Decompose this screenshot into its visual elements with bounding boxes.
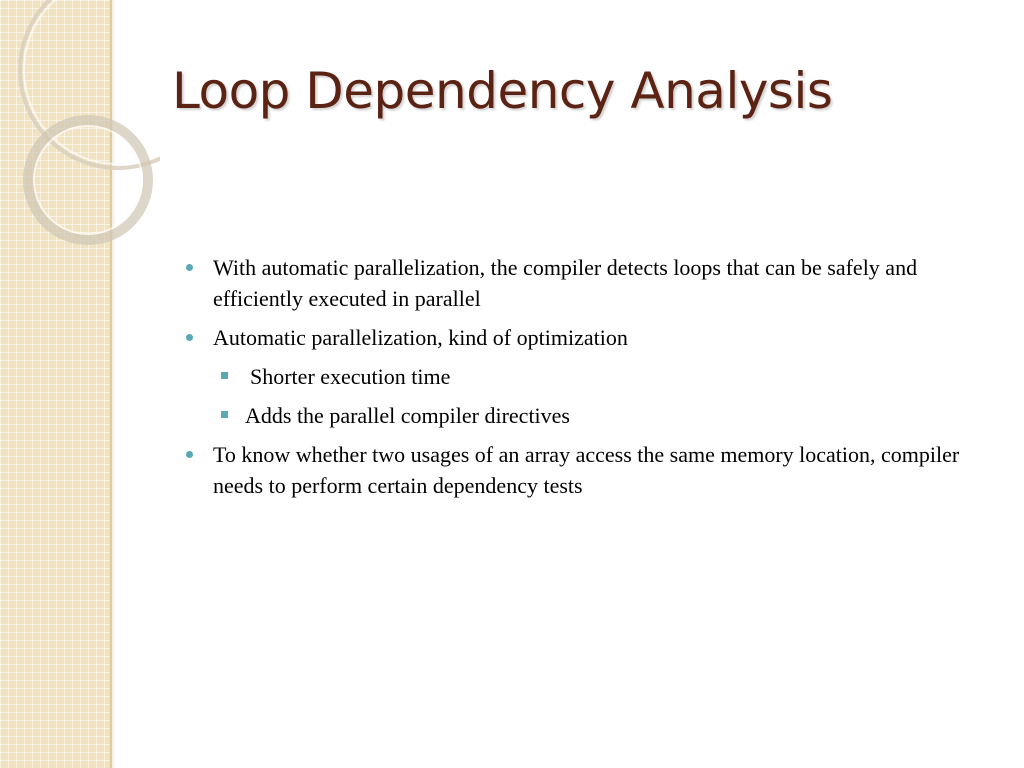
sub-bullet-text: Adds the parallel compiler directives bbox=[245, 403, 570, 428]
square-bullet-icon bbox=[221, 411, 228, 418]
bullet-item bbox=[186, 439, 1006, 501]
bullet-item bbox=[186, 252, 1006, 314]
decorative-rings bbox=[0, 0, 160, 260]
bullet-text: With automatic parallelization, the compiler detects loops that can be safely and efficiently executed in parallel bbox=[213, 255, 918, 311]
slide-body bbox=[186, 252, 1006, 509]
ring-small-highlight bbox=[34, 126, 142, 234]
bullet-dot-icon bbox=[186, 451, 193, 458]
bullet-dot-icon bbox=[186, 334, 193, 341]
square-bullet-icon bbox=[221, 372, 228, 379]
bullet-dot-icon bbox=[186, 264, 193, 271]
slide-title: Loop Dependency Analysis bbox=[172, 62, 833, 120]
sub-bullet-item bbox=[186, 400, 1006, 431]
bullet-item bbox=[186, 322, 1006, 353]
bullet-text: To know whether two usages of an array access the same memory location, compiler needs to perform certain dependency tests bbox=[213, 442, 960, 498]
ring-small bbox=[28, 120, 148, 240]
bullet-text: Automatic parallelization, kind of optimization bbox=[213, 325, 628, 350]
sub-bullet-item bbox=[186, 361, 1006, 392]
sub-bullet-text: Shorter execution time bbox=[250, 364, 451, 389]
